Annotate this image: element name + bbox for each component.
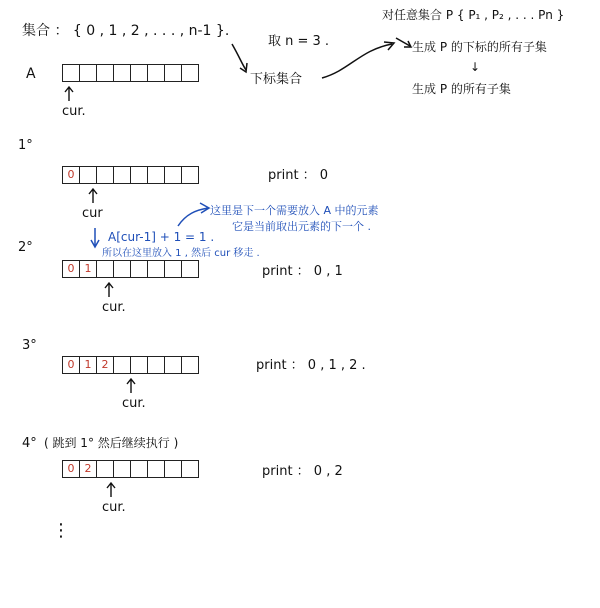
array-cell bbox=[148, 357, 165, 373]
index-set-text: 下标集合 bbox=[250, 72, 303, 87]
cur-label: cur. bbox=[102, 300, 126, 315]
array-cell: 0 bbox=[63, 461, 80, 477]
array-cell bbox=[97, 65, 114, 81]
set-definition: 集合 ： { 0 , 1 , 2 , . . . , n-1 }. bbox=[22, 23, 230, 39]
array-label: A bbox=[26, 66, 36, 82]
cur-label: cur. bbox=[122, 396, 146, 411]
for-any-set-text: 对任意集合 P { P₁ , P₂ , . . . Pn } bbox=[382, 8, 565, 22]
array-cell bbox=[131, 357, 148, 373]
array-cell bbox=[165, 65, 182, 81]
array-cell bbox=[97, 167, 114, 183]
array-cell bbox=[182, 357, 198, 373]
cur-label: cur. bbox=[62, 104, 86, 119]
array-cell: 2 bbox=[97, 357, 114, 373]
array-cell: 0 bbox=[63, 261, 80, 277]
array-cell: 1 bbox=[80, 357, 97, 373]
array-cell bbox=[97, 461, 114, 477]
cur-pointer-icon bbox=[106, 482, 116, 498]
array-cell bbox=[114, 357, 131, 373]
array-cell bbox=[131, 65, 148, 81]
note-below: 所以在这里放入 1 , 然后 cur 移走 . bbox=[102, 248, 260, 259]
array-cell bbox=[114, 65, 131, 81]
array-cell bbox=[148, 65, 165, 81]
print-output: print ： 0 , 2 bbox=[262, 464, 343, 479]
array-cell bbox=[182, 261, 198, 277]
cur-pointer-icon bbox=[126, 378, 136, 394]
step-label: 1° bbox=[18, 138, 33, 153]
array-cell bbox=[148, 167, 165, 183]
array-cell: 2 bbox=[80, 461, 97, 477]
array-cell bbox=[97, 261, 114, 277]
gen-index-subsets-text: 生成 P 的下标的所有子集 bbox=[412, 40, 547, 54]
down-arrow-text: ↓ bbox=[470, 60, 481, 74]
array-cell bbox=[182, 167, 198, 183]
continuation-dots: ⋮ bbox=[52, 520, 70, 541]
cur-label: cur. bbox=[102, 500, 126, 515]
array-cell bbox=[63, 65, 80, 81]
array-step-4 bbox=[62, 460, 199, 478]
array-initial bbox=[62, 64, 199, 82]
array-cell bbox=[131, 461, 148, 477]
array-cell bbox=[165, 261, 182, 277]
array-cell bbox=[182, 65, 198, 81]
array-cell: 1 bbox=[80, 261, 97, 277]
array-cell bbox=[114, 461, 131, 477]
step-label: 4° bbox=[22, 436, 37, 451]
cur-pointer-icon bbox=[64, 86, 74, 102]
cur-label: cur bbox=[82, 206, 103, 221]
array-cell bbox=[165, 461, 182, 477]
note-right-1: 这里是下一个需要放入 A 中的元素 bbox=[210, 204, 379, 217]
step4-note: ( 跳到 1° 然后继续执行 ) bbox=[44, 436, 179, 450]
array-cell bbox=[80, 65, 97, 81]
array-cell bbox=[80, 167, 97, 183]
cur-pointer-icon bbox=[88, 188, 98, 204]
print-output: print ： 0 , 1 bbox=[262, 264, 343, 279]
array-step-3 bbox=[62, 356, 199, 374]
step-label: 3° bbox=[22, 338, 37, 353]
note-right-2: 它是当前取出元素的下一个 . bbox=[232, 220, 371, 233]
print-output: print ： 0 , 1 , 2 . bbox=[256, 358, 366, 373]
step-label: 2° bbox=[18, 240, 33, 255]
take-n-text: 取 n = 3 . bbox=[268, 34, 330, 49]
formula-annotation: A[cur-1] + 1 = 1 . bbox=[108, 230, 215, 244]
array-cell bbox=[114, 167, 131, 183]
gen-subsets-text: 生成 P 的所有子集 bbox=[412, 82, 511, 96]
array-cell bbox=[114, 261, 131, 277]
array-cell bbox=[148, 261, 165, 277]
array-step-2 bbox=[62, 260, 199, 278]
array-cell: 0 bbox=[63, 167, 80, 183]
array-cell bbox=[131, 167, 148, 183]
array-cell bbox=[148, 461, 165, 477]
array-cell: 0 bbox=[63, 357, 80, 373]
array-cell bbox=[182, 461, 198, 477]
array-cell bbox=[165, 357, 182, 373]
array-cell bbox=[165, 167, 182, 183]
array-cell bbox=[131, 261, 148, 277]
print-output: print ： 0 bbox=[268, 168, 329, 183]
array-step-1 bbox=[62, 166, 199, 184]
cur-pointer-icon bbox=[104, 282, 114, 298]
